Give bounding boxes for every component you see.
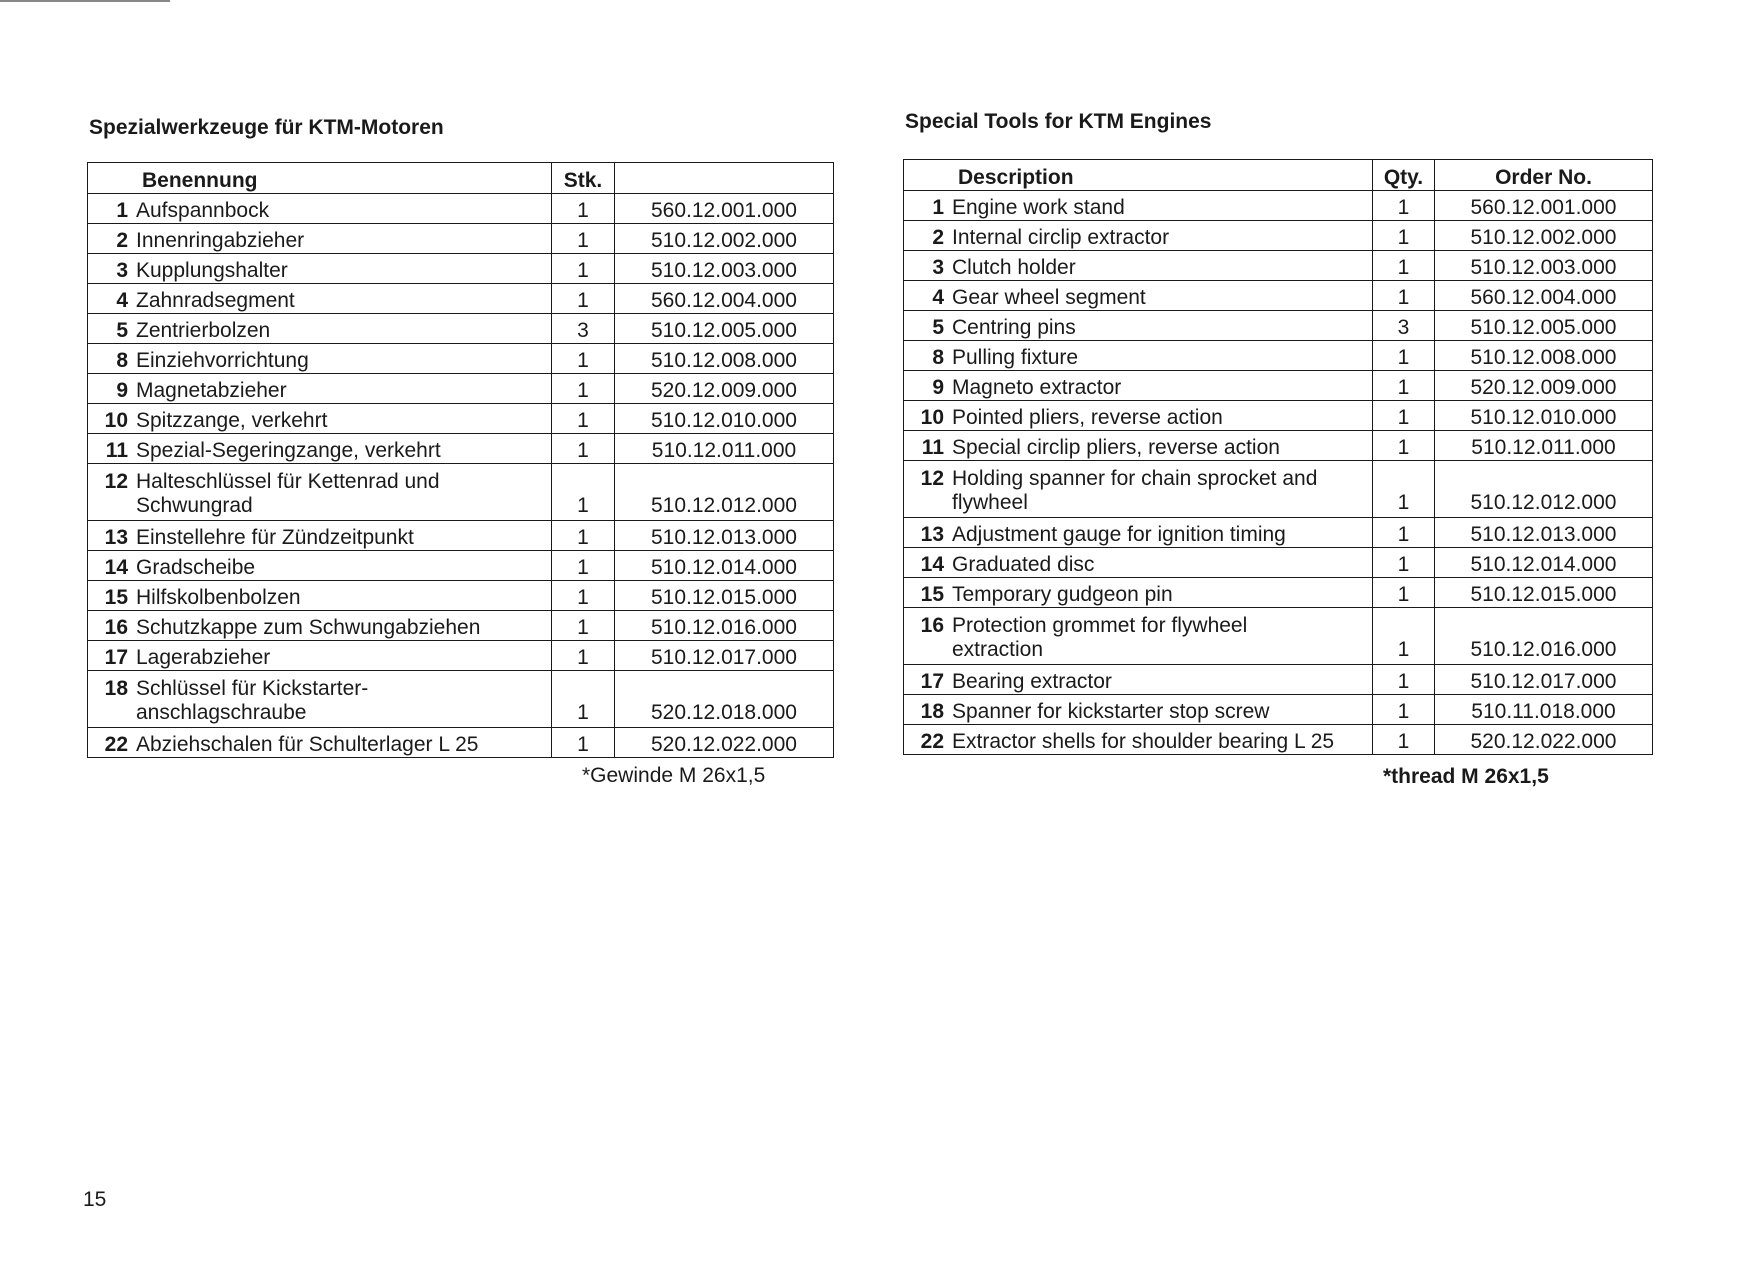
table-row (904, 341, 1653, 371)
row-description: Gradscheibe (136, 556, 256, 579)
table-row (88, 641, 834, 671)
table-row (88, 404, 834, 434)
table-row (904, 461, 1653, 518)
order-number-cell: 510.12.013.000 (615, 521, 834, 551)
row-number: 17 (104, 646, 128, 669)
order-number-cell: 510.12.005.000 (1435, 311, 1653, 341)
order-number-cell: 560.12.004.000 (1435, 281, 1653, 311)
row-number: 18 (104, 677, 128, 700)
table-row (88, 434, 834, 464)
row-description: Pulling fixture (952, 346, 1079, 369)
row-number: 3 (116, 259, 128, 282)
english-section (903, 110, 1653, 789)
description-cell (904, 548, 1373, 578)
row-number: 13 (104, 526, 128, 549)
german-header-row (88, 163, 834, 194)
description-cell (88, 344, 552, 374)
table-row (904, 251, 1653, 281)
description-cell (88, 284, 552, 314)
description-cell (88, 671, 552, 728)
row-description: Protection grommet for flywheel (952, 614, 1248, 637)
order-number-cell: 510.12.016.000 (615, 611, 834, 641)
qty-cell: 1 (552, 521, 615, 551)
qty-cell: 1 (552, 581, 615, 611)
description-cell (904, 251, 1373, 281)
qty-cell: 1 (1373, 401, 1435, 431)
order-number-cell: 510.12.011.000 (1435, 431, 1653, 461)
english-header-description: Description (904, 160, 1373, 191)
description-cell (904, 695, 1373, 725)
description-cell (88, 641, 552, 671)
description-cell (88, 434, 552, 464)
row-number: 16 (920, 614, 944, 637)
description-cell (904, 311, 1373, 341)
row-number: 11 (921, 436, 944, 459)
description-cell (904, 518, 1373, 548)
qty-cell: 1 (1373, 518, 1435, 548)
table-row (904, 221, 1653, 251)
row-description: Hilfskolbenbolzen (136, 586, 301, 609)
row-description: Einziehvorrichtung (136, 349, 309, 372)
description-cell (904, 608, 1373, 665)
row-description: Magneto extractor (952, 376, 1122, 399)
row-description: Lagerabzieher (136, 646, 271, 669)
order-number-cell: 510.12.014.000 (615, 551, 834, 581)
table-row (904, 191, 1653, 221)
row-description: Special circlip pliers, reverse action (952, 436, 1280, 459)
description-cell (88, 581, 552, 611)
qty-cell: 1 (1373, 608, 1435, 665)
table-row (88, 314, 834, 344)
description-cell (88, 611, 552, 641)
qty-cell: 1 (1373, 251, 1435, 281)
qty-cell: 1 (552, 434, 615, 464)
row-number: 16 (104, 616, 128, 639)
qty-cell: 1 (1373, 695, 1435, 725)
row-description: Holding spanner for chain sprocket and (952, 467, 1318, 490)
order-number-cell: 520.12.022.000 (1435, 725, 1653, 755)
table-row (88, 521, 834, 551)
order-number-cell: 510.12.012.000 (615, 464, 834, 521)
description-cell (904, 665, 1373, 695)
table-row (904, 548, 1653, 578)
row-number: 8 (116, 349, 128, 372)
german-header-order (615, 163, 834, 194)
row-number: 14 (104, 556, 128, 579)
row-description: Halteschlüssel für Kettenrad und (136, 470, 440, 493)
german-section (87, 116, 834, 788)
row-description: Kupplungshalter (136, 259, 288, 282)
qty-cell: 1 (1373, 548, 1435, 578)
table-row (904, 371, 1653, 401)
table-row (904, 518, 1653, 548)
order-number-cell: 510.12.008.000 (1435, 341, 1653, 371)
row-number: 3 (932, 256, 944, 279)
order-number-cell: 510.12.005.000 (615, 314, 834, 344)
english-header-order: Order No. (1435, 160, 1653, 191)
table-row (88, 728, 834, 758)
row-number: 18 (920, 700, 944, 723)
description-cell (904, 221, 1373, 251)
row-number: 22 (104, 733, 128, 756)
english-tools-table (903, 159, 1653, 755)
description-cell (88, 521, 552, 551)
row-description: Zentrierbolzen (136, 319, 271, 342)
order-number-cell: 510.12.002.000 (615, 224, 834, 254)
table-row (88, 374, 834, 404)
qty-cell: 1 (552, 374, 615, 404)
row-description: Einstellehre für Zündzeitpunkt (136, 526, 414, 549)
order-number-cell: 510.12.013.000 (1435, 518, 1653, 548)
description-cell (88, 551, 552, 581)
description-cell (88, 254, 552, 284)
order-number-cell: 510.12.003.000 (615, 254, 834, 284)
description-cell (904, 371, 1373, 401)
row-number: 15 (920, 583, 944, 606)
description-cell (88, 194, 552, 224)
row-number: 17 (920, 670, 944, 693)
german-header-description: Benennung (88, 163, 552, 194)
row-description: Clutch holder (952, 256, 1076, 279)
table-row (904, 695, 1653, 725)
row-description: Graduated disc (952, 553, 1095, 576)
qty-cell: 1 (1373, 221, 1435, 251)
order-number-cell: 560.12.004.000 (615, 284, 834, 314)
description-cell (904, 281, 1373, 311)
row-description: Spanner for kickstarter stop screw (952, 700, 1270, 723)
row-number: 15 (104, 586, 128, 609)
order-number-cell: 510.12.015.000 (1435, 578, 1653, 608)
row-description: Engine work stand (952, 196, 1125, 219)
row-description-continued: anschlagschraube (136, 701, 307, 724)
order-number-cell: 510.12.017.000 (1435, 665, 1653, 695)
order-number-cell: 510.12.003.000 (1435, 251, 1653, 281)
german-footnote: *Gewinde M 26x1,5 (582, 764, 766, 787)
row-number: 1 (116, 199, 128, 222)
qty-cell: 1 (1373, 431, 1435, 461)
row-number: 2 (932, 226, 944, 249)
row-description: Gear wheel segment (952, 286, 1146, 309)
row-description: Spezial-Segeringzange, verkehrt (136, 439, 441, 462)
row-description: Schutzkappe zum Schwungabziehen (136, 616, 481, 639)
row-description: Centring pins (952, 316, 1076, 339)
row-number: 13 (920, 523, 944, 546)
order-number-cell: 520.12.018.000 (615, 671, 834, 728)
qty-cell: 1 (1373, 665, 1435, 695)
qty-cell: 1 (1373, 371, 1435, 401)
description-cell (88, 404, 552, 434)
table-row (904, 281, 1653, 311)
row-number: 11 (105, 439, 128, 462)
row-number: 10 (104, 409, 128, 432)
table-row (88, 344, 834, 374)
row-description: Adjustment gauge for ignition timing (952, 523, 1286, 546)
qty-cell: 1 (552, 194, 615, 224)
qty-cell: 1 (552, 254, 615, 284)
description-cell (904, 191, 1373, 221)
english-header-row (904, 160, 1653, 191)
table-row (88, 284, 834, 314)
qty-cell: 1 (1373, 281, 1435, 311)
row-number: 12 (104, 470, 128, 493)
row-number: 12 (920, 467, 944, 490)
row-number: 5 (116, 319, 128, 342)
row-number: 9 (116, 379, 128, 402)
order-number-cell: 510.12.015.000 (615, 581, 834, 611)
table-row (88, 551, 834, 581)
qty-cell: 1 (1373, 191, 1435, 221)
table-row (904, 311, 1653, 341)
qty-cell: 1 (552, 611, 615, 641)
description-cell (88, 374, 552, 404)
row-description: Innenringabzieher (136, 229, 305, 252)
german-title: Spezialwerkzeuge für KTM-Motoren (89, 116, 444, 139)
qty-cell: 1 (1373, 725, 1435, 755)
row-description: Bearing extractor (952, 670, 1112, 693)
row-number: 2 (116, 229, 128, 252)
order-number-cell: 510.12.016.000 (1435, 608, 1653, 665)
description-cell (904, 341, 1373, 371)
page-number: 15 (83, 1188, 107, 1211)
row-description: Extractor shells for shoulder bearing L 25 (952, 730, 1335, 753)
row-number: 14 (920, 553, 944, 576)
german-header-qty: Stk. (552, 163, 615, 194)
english-header-qty: Qty. (1373, 160, 1435, 191)
order-number-cell: 560.12.001.000 (615, 194, 834, 224)
qty-cell: 1 (552, 671, 615, 728)
qty-cell: 3 (1373, 311, 1435, 341)
row-number: 5 (932, 316, 944, 339)
row-description: Zahnradsegment (136, 289, 295, 312)
order-number-cell: 520.12.022.000 (615, 728, 834, 758)
order-number-cell: 510.12.010.000 (615, 404, 834, 434)
order-number-cell: 510.12.010.000 (1435, 401, 1653, 431)
row-description: Abziehschalen für Schulterlager L 25 (136, 733, 479, 756)
table-row (904, 578, 1653, 608)
table-row (904, 401, 1653, 431)
row-description: Aufspannbock (136, 199, 270, 222)
table-row (88, 581, 834, 611)
qty-cell: 1 (552, 224, 615, 254)
order-number-cell: 510.12.014.000 (1435, 548, 1653, 578)
table-row (904, 665, 1653, 695)
description-cell (904, 401, 1373, 431)
table-row (88, 194, 834, 224)
row-number: 10 (920, 406, 944, 429)
qty-cell: 1 (552, 404, 615, 434)
qty-cell: 1 (1373, 578, 1435, 608)
qty-cell: 1 (1373, 461, 1435, 518)
english-title: Special Tools for KTM Engines (905, 110, 1212, 133)
order-number-cell: 510.12.002.000 (1435, 221, 1653, 251)
row-number: 1 (932, 196, 944, 219)
english-table-body (904, 191, 1653, 755)
qty-cell: 1 (552, 284, 615, 314)
order-number-cell: 510.11.018.000 (1435, 695, 1653, 725)
row-description-continued: flywheel (952, 491, 1028, 514)
table-row (88, 611, 834, 641)
row-number: 4 (932, 286, 944, 309)
table-row (88, 464, 834, 521)
row-description: Schlüssel für Kickstarter- (136, 677, 369, 700)
qty-cell: 1 (552, 344, 615, 374)
row-description: Internal circlip extractor (952, 226, 1170, 249)
row-description: Temporary gudgeon pin (952, 583, 1173, 606)
description-cell (88, 464, 552, 521)
table-row (88, 671, 834, 728)
table-row (904, 725, 1653, 755)
english-footnote: *thread M 26x1,5 (1383, 765, 1549, 788)
order-number-cell: 520.12.009.000 (1435, 371, 1653, 401)
german-tools-table (87, 162, 834, 758)
german-table-body (88, 194, 834, 758)
table-row (904, 431, 1653, 461)
qty-cell: 1 (552, 551, 615, 581)
description-cell (88, 314, 552, 344)
row-number: 22 (920, 730, 944, 753)
table-row (88, 224, 834, 254)
description-cell (88, 224, 552, 254)
description-cell (88, 728, 552, 758)
row-number: 8 (932, 346, 944, 369)
row-description-continued: Schwungrad (136, 494, 253, 517)
top-edge-rule (0, 0, 170, 2)
order-number-cell: 510.12.012.000 (1435, 461, 1653, 518)
qty-cell: 1 (552, 641, 615, 671)
row-number: 4 (116, 289, 128, 312)
table-row (904, 608, 1653, 665)
description-cell (904, 461, 1373, 518)
qty-cell: 3 (552, 314, 615, 344)
row-number: 9 (932, 376, 944, 399)
order-number-cell: 510.12.011.000 (615, 434, 834, 464)
qty-cell: 1 (1373, 341, 1435, 371)
description-cell (904, 431, 1373, 461)
row-description: Pointed pliers, reverse action (952, 406, 1223, 429)
order-number-cell: 560.12.001.000 (1435, 191, 1653, 221)
row-description-continued: extraction (952, 638, 1044, 661)
qty-cell: 1 (552, 464, 615, 521)
order-number-cell: 520.12.009.000 (615, 374, 834, 404)
table-row (88, 254, 834, 284)
description-cell (904, 578, 1373, 608)
order-number-cell: 510.12.008.000 (615, 344, 834, 374)
row-description: Magnetabzieher (136, 379, 287, 402)
row-description: Spitzzange, verkehrt (136, 409, 328, 432)
order-number-cell: 510.12.017.000 (615, 641, 834, 671)
qty-cell: 1 (552, 728, 615, 758)
description-cell (904, 725, 1373, 755)
